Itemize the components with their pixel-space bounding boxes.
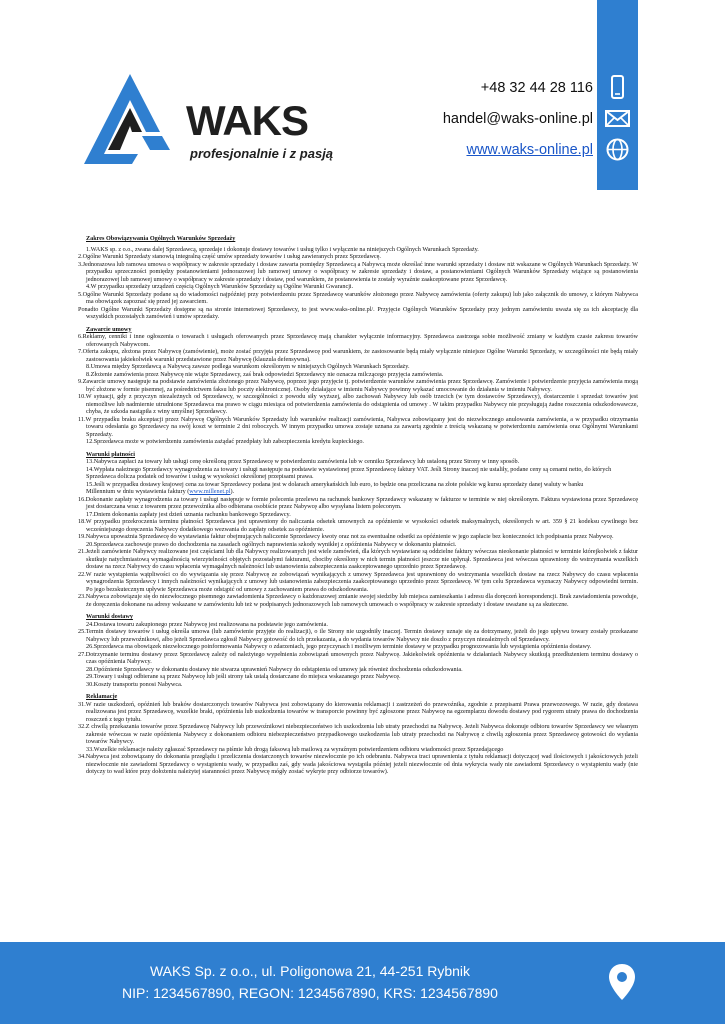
phone-number: +48 32 44 28 116 xyxy=(480,80,593,96)
location-pin-icon xyxy=(607,962,637,1002)
section-title-payment: Warunki płatności xyxy=(86,450,135,458)
clause-25: 25.Termin dostawy towarów i usług określa umowa (lub zamówienie przyjęte do realizacji), o ile Strony nie uzgodniły inaczej. Termin dostawy uznaje się za dotrzymany, jeżeli do jego upływu towary zostały przekazane Nabywcy lub przewoźnikowi, albo jeżeli Sprzedawca zgłosił Nabywcy gotowość do ich przekazania, a do wydania towarów Nabywcy nie doszło z przyczyn niezależnych od Sprzedawcy. xyxy=(78,628,638,643)
clause-15b-text: Millennium w dniu wystawienia faktury ( xyxy=(86,488,190,495)
clause-30: 30.Koszty transportu ponosi Nabywca. xyxy=(86,680,183,688)
clause-22: 22.W razie wystąpienia wątpliwości co do wywiązania się przez Nabywcę ze zobowiązań wynikających z umowy Sprzedawca jest uprawniony do wstrzymania wszelkich dostaw na rzecz Nabywcy do czasu wpłacenia wynagrodzenia Sprzedawcy i innych należności wynikających z umowy lub ustanowienia zabezpieczenia zaakceptowanego uprzednio przez Sprzedawcę. W tym celu Sprzedawca wyznaczy Nabywcy odpowiedni termin. Po jego bezskutecznym upływie Sprzedawca może odstąpić od umowy z zachowaniem prawa do odszkodowania. xyxy=(78,570,638,593)
clause-9: 9.Zawarcie umowy następuje na podstawie zamówienia złożonego przez Nabywcę, poprzez jego przyjęcie tj. potwierdzenie warunków zamówienia przez Sprzedawcę. Zamówienie i potwierdzenie przyjęcia zamówienia mogą być złożone w formie pisemnej, za pośrednictwem faksu lub poczty elektronicznej. Osoby działające w imieniu Nabywcy powinny wykazać umocowanie do działania w imieniu Nabywcy. xyxy=(78,378,638,393)
clause-32: 32.Z chwilą przekazania towarów przez Sprzedawcę Nabywcy lub przewoźnikowi niebezpieczeństwo ich uszkodzenia lub utraty przechodzi na Nabywcę. Jeżeli Nabywca dokonuje odbioru towarów Sprzedawcy we własnym zakresie wówczas w razie opóźnienia Nabywcy z dokonaniem odbioru niebezpieczeństwo przypadkowego uszkodzenia lub utraty przechodzi na Nabywcę z chwilą zgłoszenia przez Sprzedawcę gotowości do wydania towarów Nabywcy. xyxy=(78,723,638,745)
website-link-text[interactable]: www.waks-online.pl xyxy=(466,142,593,158)
clause-14b: Sprzedawca dolicza podatek od towarów i usług w wysokości określonej przepisami prawa. xyxy=(86,473,314,480)
clause-21: 21.Jeżeli zamówienie Nabywcy realizowane jest częściami lub dla Nabywcy realizowanych jest wiele zamówień, dla których wystawiane są oddzielne faktury wówczas nieokonanie płatności w terminie którejkolwiek z faktur skutkuje natychmiastową wymagalnością wierzytelności objętych pozostałymi fakturami, chociby określony w nich termin płatności jeszcze nie upłynął. Sprzedawca jest wówczas uprawniony do wstrzymania wszelkich dostaw na rzecz Nabywcy do czasu wpłacenia wymagalnych należności lub ustanowienia zabezpieczenia zaakceptowanego uprzednio przez Sprzedawcę. xyxy=(78,548,638,570)
contact-sidebar xyxy=(597,0,638,190)
clause-27: 27.Dotrzymanie terminu dostawy przez Sprzedawcę zależy od należytego wypełnienia zobowiązań umownych przez Nabywcę. Jakiekolwiek opóźnienia w działaniach Nabywcy skutkują przedłużeniem terminu dostawy o czas opóźnienia Nabywcy. xyxy=(78,650,638,665)
section-title-complaints: Reklamacje xyxy=(86,693,118,700)
clause-12: 12.Sprzedawca może w potwierdzeniu zamówienia zażądać przedpłaty lub zabezpieczenia kredytu kupieckiego. xyxy=(86,438,364,445)
mail-icon xyxy=(604,105,631,132)
clause-14: 14.Wypłata należnego Sprzedawcy wynagrodzenia za towary i usługi następuje na podstawie wystawionej przez Sprzedawcę faktury VAT. Jeśli Strony inaczej nie ustaliły, podane ceny są cenami netto, do których xyxy=(86,465,612,473)
section-title-delivery: Warunki dostawy xyxy=(86,613,133,620)
clause-8b: 8.Złożenie zamówienia przez Nabywcę nie wiąże Sprzedawcy, zaś brak odpowiedzi Sprzedawcy nie oznacza milczącego przyjęcia zamówienia. xyxy=(86,370,444,378)
footer-bar xyxy=(0,942,725,1024)
clause-31: 31.W razie uszkodzeń, opóźnień lub braków dostarczonych towarów Nabywca jest zobowiązany do kierowania reklamacji i zastrzeżeń do przewoźnika, zgodnie z przepisami Prawa przewozowego. W razie, gdy dostawa realizowana jest przez Sprzedawcę, wszelkie braki, opóźnienia lub uszkodzenia towarów w transporcie powinny być zgłoszone przez Nabywcę na egzemplarzu dowodu dostawy pod rygorem utraty prawa do dochodzenia roszczeń z tego tytułu. xyxy=(78,700,638,723)
clause-13: 13.Nabywca zapłaci za towary lub usługi cenę określoną przez Sprzedawcę w potwierdzeniu zamówienia lub w cenniku Sprzedawcy lub ustaloną przez Strony w inny sposób. xyxy=(86,458,520,465)
phone-icon xyxy=(604,74,631,101)
clause-1: 1.WAKS sp. z o.o., zwana dalej Sprzedawcą, sprzedaje i dokonuje dostawy towarów i usług tylko i wyłącznie na niniejszych Ogólnych Warunkach Sprzedaży. xyxy=(86,245,479,253)
clause-20: 20.Sprzedawca zachowuje prawo do dochodzenia na zasadach ogólnych naprawienia szkody wynikłej z opóźnienia Nabywcy w dokonaniu płatności. xyxy=(86,540,457,548)
clause-11: 11.W przypadku braku akceptacji przez Nabywcę Ogólnych Warunków Sprzedaży lub warunków realizacji zamówienia, Nabywca zobowiązany jest do niezwłocznego anulowania zamówienia, a w przypadku otrzymania towaru odesłania go Sprzedawcy na swój koszt w terminie 2 dni roboczych. W innym przypadku umowa zostaje uznana za zawartą zgodnie z treścią wskazaną w potwierdzeniu zamówienia oraz Ogólnymi Warunkami Sprzedaży. xyxy=(78,415,638,438)
clause-10: 10.W sytuacji, gdy z przyczyn niezależnych od Sprzedawcy, w szczególności z powodu siły wyższej, albo zachowań Nabywcy lub osób trzecich (w tym dostawców Sprzedawcy), dostarczenie i sprzedaż towarów jest niemożliwe lub nadmiernie utrudnione Sprzedawca ma prawo w ciągu miesiąca od potwierdzenia zamówienia do odstąpienia od umowy . W takim przypadku Nabywcy nie przysługują żadne roszczenia odszkodowawcze, chyba, że szkoda nastąpiła z winy umyślnej Sprzedawcy. xyxy=(78,393,638,415)
clause-6: 6.Reklamy, cenniki i inne ogłoszenia o towarach i usługach oferowanych przez Sprzedawcę mają charakter wyłącznie informacyjny. Sprzedawca zastrzega sobie możliwość zmiany w każdym czasie zakresu towarów oferowanych Nabywcom. xyxy=(78,333,638,348)
clause-34: 34.Nabywca jest zobowiązany do dokonania przeglądu i przeliczenia dostarczonych towarów niezwłocznie po ich odebraniu. Nabywca traci uprawnienia z tytułu reklamacji dotyczącej wad ilościowych i jakościowych jeżeli niezwłocznie nie zawiadomi Sprzedawcy o wystąpieniu wady, w przypadku zaś, gdy wada jakościowa wystąpiła później jeżeli niezwłocznie od dnia wykrycia wady nie zawiadomi Sprzedawcy o wystąpieniu wady (nie dotyczy to wad które przy dołożeniu należytej staranności przez Nabywcę mógły zostać wykryte przy odbiorze towarów). xyxy=(78,753,638,775)
millenet-link[interactable]: www.millenet.pl xyxy=(189,488,231,495)
clause-26: 26.Sprzedawca ma obowiązek niezwłocznego poinformowania Nabywcy o zdarzeniach, jego przyczynach i możliwym terminie dostawy w przypadku prognozowania lub wystąpienia opóźnienia dostawy. xyxy=(86,643,592,650)
clause-23: 23.Nabywca zobowiązuje się do niezwłocznego pisemnego zawiadomienia Sprzedawcy o każdorazowej zmianie swojej siedziby lub miejsca zamieszkania i adresu dla doręczeń korespondencji. Brak zawiadomienia powoduje, że doręczenia dokonane na adresy wskazane w zamówieniu lub też w podpisanych jednorazowych lub ramowych umowach o współpracy w zakresie sprzedaży i dostaw uważane są za skuteczne. xyxy=(78,593,638,608)
clause-29: 29.Towary i usługi odbierane są przez Nabywcę lub jeśli strony tak ustalą dostarczane do miejsca wskazanego przez Nabywcę. xyxy=(86,673,401,680)
clause-8: 8.Umowa między Sprzedawcą a Nabywcą zawsze podlega warunkom określonym w niniejszych Ogólnych Warunkach Sprzedaży. xyxy=(86,363,410,370)
clause-7: 7.Oferta zakupu, złożona przez Nabywcę (zamówienie), może zostać przyjęta przez Sprzedawcę pod warunkiem, że zastosowanie będą miały wyłącznie niniejsze Ogólne Warunki Sprzedaży, w szczególności nie będą miały zastosowania jakiekolwiek warunki przedstawione przez Nabywcę (klauzula defensywna). xyxy=(78,348,638,363)
globe-icon xyxy=(604,136,631,163)
clause-4: 4.W przypadku sprzedaży urządzeń częścią Ogólnych Warunków Sprzedaży są Ogólne Warunki Gwarancji. xyxy=(86,283,354,290)
clause-15b xyxy=(58,488,638,496)
clause-28: 28.Opóźnienie Sprzedawcy w dokonaniu dostawy nie stwarza uprawnień Nabywcy do odstąpienia od umowy jak również dochodzenia odszkodowania. xyxy=(86,665,463,673)
section-title-scope: Zakres Obowiązywania Ogólnych Warunków Sprzedaży xyxy=(86,235,236,242)
clause-5b: Ponadto Ogólne Warunki Sprzedaży dostępne są na stronie internetowej Sprzedawcy, to jest www.waks-online.pl/. Przyjęcie Ogólnych Warunków Sprzedaży przy jednym zamówieniu uważa się za ich akceptację dla wszystkich pozostałych zamówień i umów sprzedaży. xyxy=(78,305,638,320)
clause-24: 24.Dostawa towaru zakupionego przez Nabywcę jest realizowana na podstawie jego zamówienia. xyxy=(86,620,328,628)
clause-17: 17.Dniem dokonania zapłaty jest dzień uznania rachunku bankowego Sprzedawcy. xyxy=(86,510,291,518)
clause-33: 33.Wszelkie reklamacje należy zgłaszać Sprzedawcy na piśmie lub drogą faksową lub mailową za wyraźnym potwierdzeniem odbioru wiadomości przez Sprzedającego xyxy=(86,745,504,753)
brand-tagline: profesjonalnie i z pasją xyxy=(190,146,334,161)
clause-5: 5.Ogólne Warunki Sprzedaży podane są do wiadomości najpóźniej przy potwierdzeniu przez Sprzedawcę warunków złożonego przez Nabywcę zamówienia (oferty zakupu) lub jako załącznik do umowy, z którym Nabywca ma obowiązek zapoznać się przed jej zawarciem. xyxy=(78,290,638,305)
email-address: handel@waks-online.pl xyxy=(442,111,593,127)
clause-15: 15.Jeśli w przypadku dostawy krajowej cena za towar Sprzedawcy podana jest w dolarach amerykańskich lub euro, to będzie ona przeliczana na złote polskie wg kursu sprzedaży danej waluty w banku xyxy=(86,480,584,488)
company-address: WAKS Sp. z o.o., ul. Poligonowa 21, 44-251 Rybnik xyxy=(149,963,471,979)
clause-18: 18.W przypadku przekroczenia terminu płatności Sprzedawca jest uprawniony do naliczania odsetek umownych za opóźnienie w wysokości odsetek maksymalnych, określonych w art. 359 § 21 kodeksu cywilnego bez wcześniejszego doręczenia Nabywcy dodatkowego wezwania do zapłaty odsetek za opóźnienie. xyxy=(78,518,638,533)
clause-2: 2.Ogólne Warunki Sprzedaży stanowią integralną część umów sprzedaży towarów i usług zawieranych przez Sprzedawcę. xyxy=(78,253,381,260)
clause-19: 19.Nabywca upoważnia Sprzedawcę do wystawiania faktur obejmujących naliczenie Sprzedawcy kwoty oraz not za ewentualne odsetki za opóźnienie w jego zapłacie bez konieczności ich podpisania przez Nabywcę. xyxy=(78,533,614,540)
website-link[interactable] xyxy=(466,142,593,158)
section-title-contract: Zawarcie umowy xyxy=(86,325,132,333)
terms-document xyxy=(58,230,638,776)
company-registration: NIP: 1234567890, REGON: 1234567890, KRS: 1234567890 xyxy=(122,985,498,1001)
brand-name: WAKS xyxy=(186,97,308,144)
clause-16: 16.Dokonanie zapłaty wynagrodzenia za towary i usługi następuje w formie polecenia przelewu na rachunek bankowy Sprzedawcy wskazany w fakturze w terminie w niej określonym. Faktura wystawiona przez Sprzedawcę jest dostarczana wraz z towarem przez przewoźnika albo odbierana osobiście przez Nabywcę albo wysyłana listem poleconym. xyxy=(78,495,638,510)
clause-15b-end: ). xyxy=(230,488,235,495)
clause-3: 3.Jednorazowa lub ramowa umowa o współpracy w zakresie sprzedaży i dostaw zawarta pomiędzy Sprzedawcą a Nabywcą może określać inne warunki sprzedaży i dostaw niż wskazane w Ogólnych Warunkach Sprzedaży. W przypadku sprzeczności pomiędzy postanowieniami jednorazowej lub ramowej umowy o współpracy w zakresie sprzedaży i dostaw, a postanowieniami Ogólnych Warunków Sprzedaży wiążące są postanowienia jednorazowej lub ramowej umowy o współpracy w zakresie sprzedaży i dostaw, pod warunkiem, że postanowienia te zostały wyraźnie zaakceptowane przez Sprzedawcę. xyxy=(78,260,638,283)
